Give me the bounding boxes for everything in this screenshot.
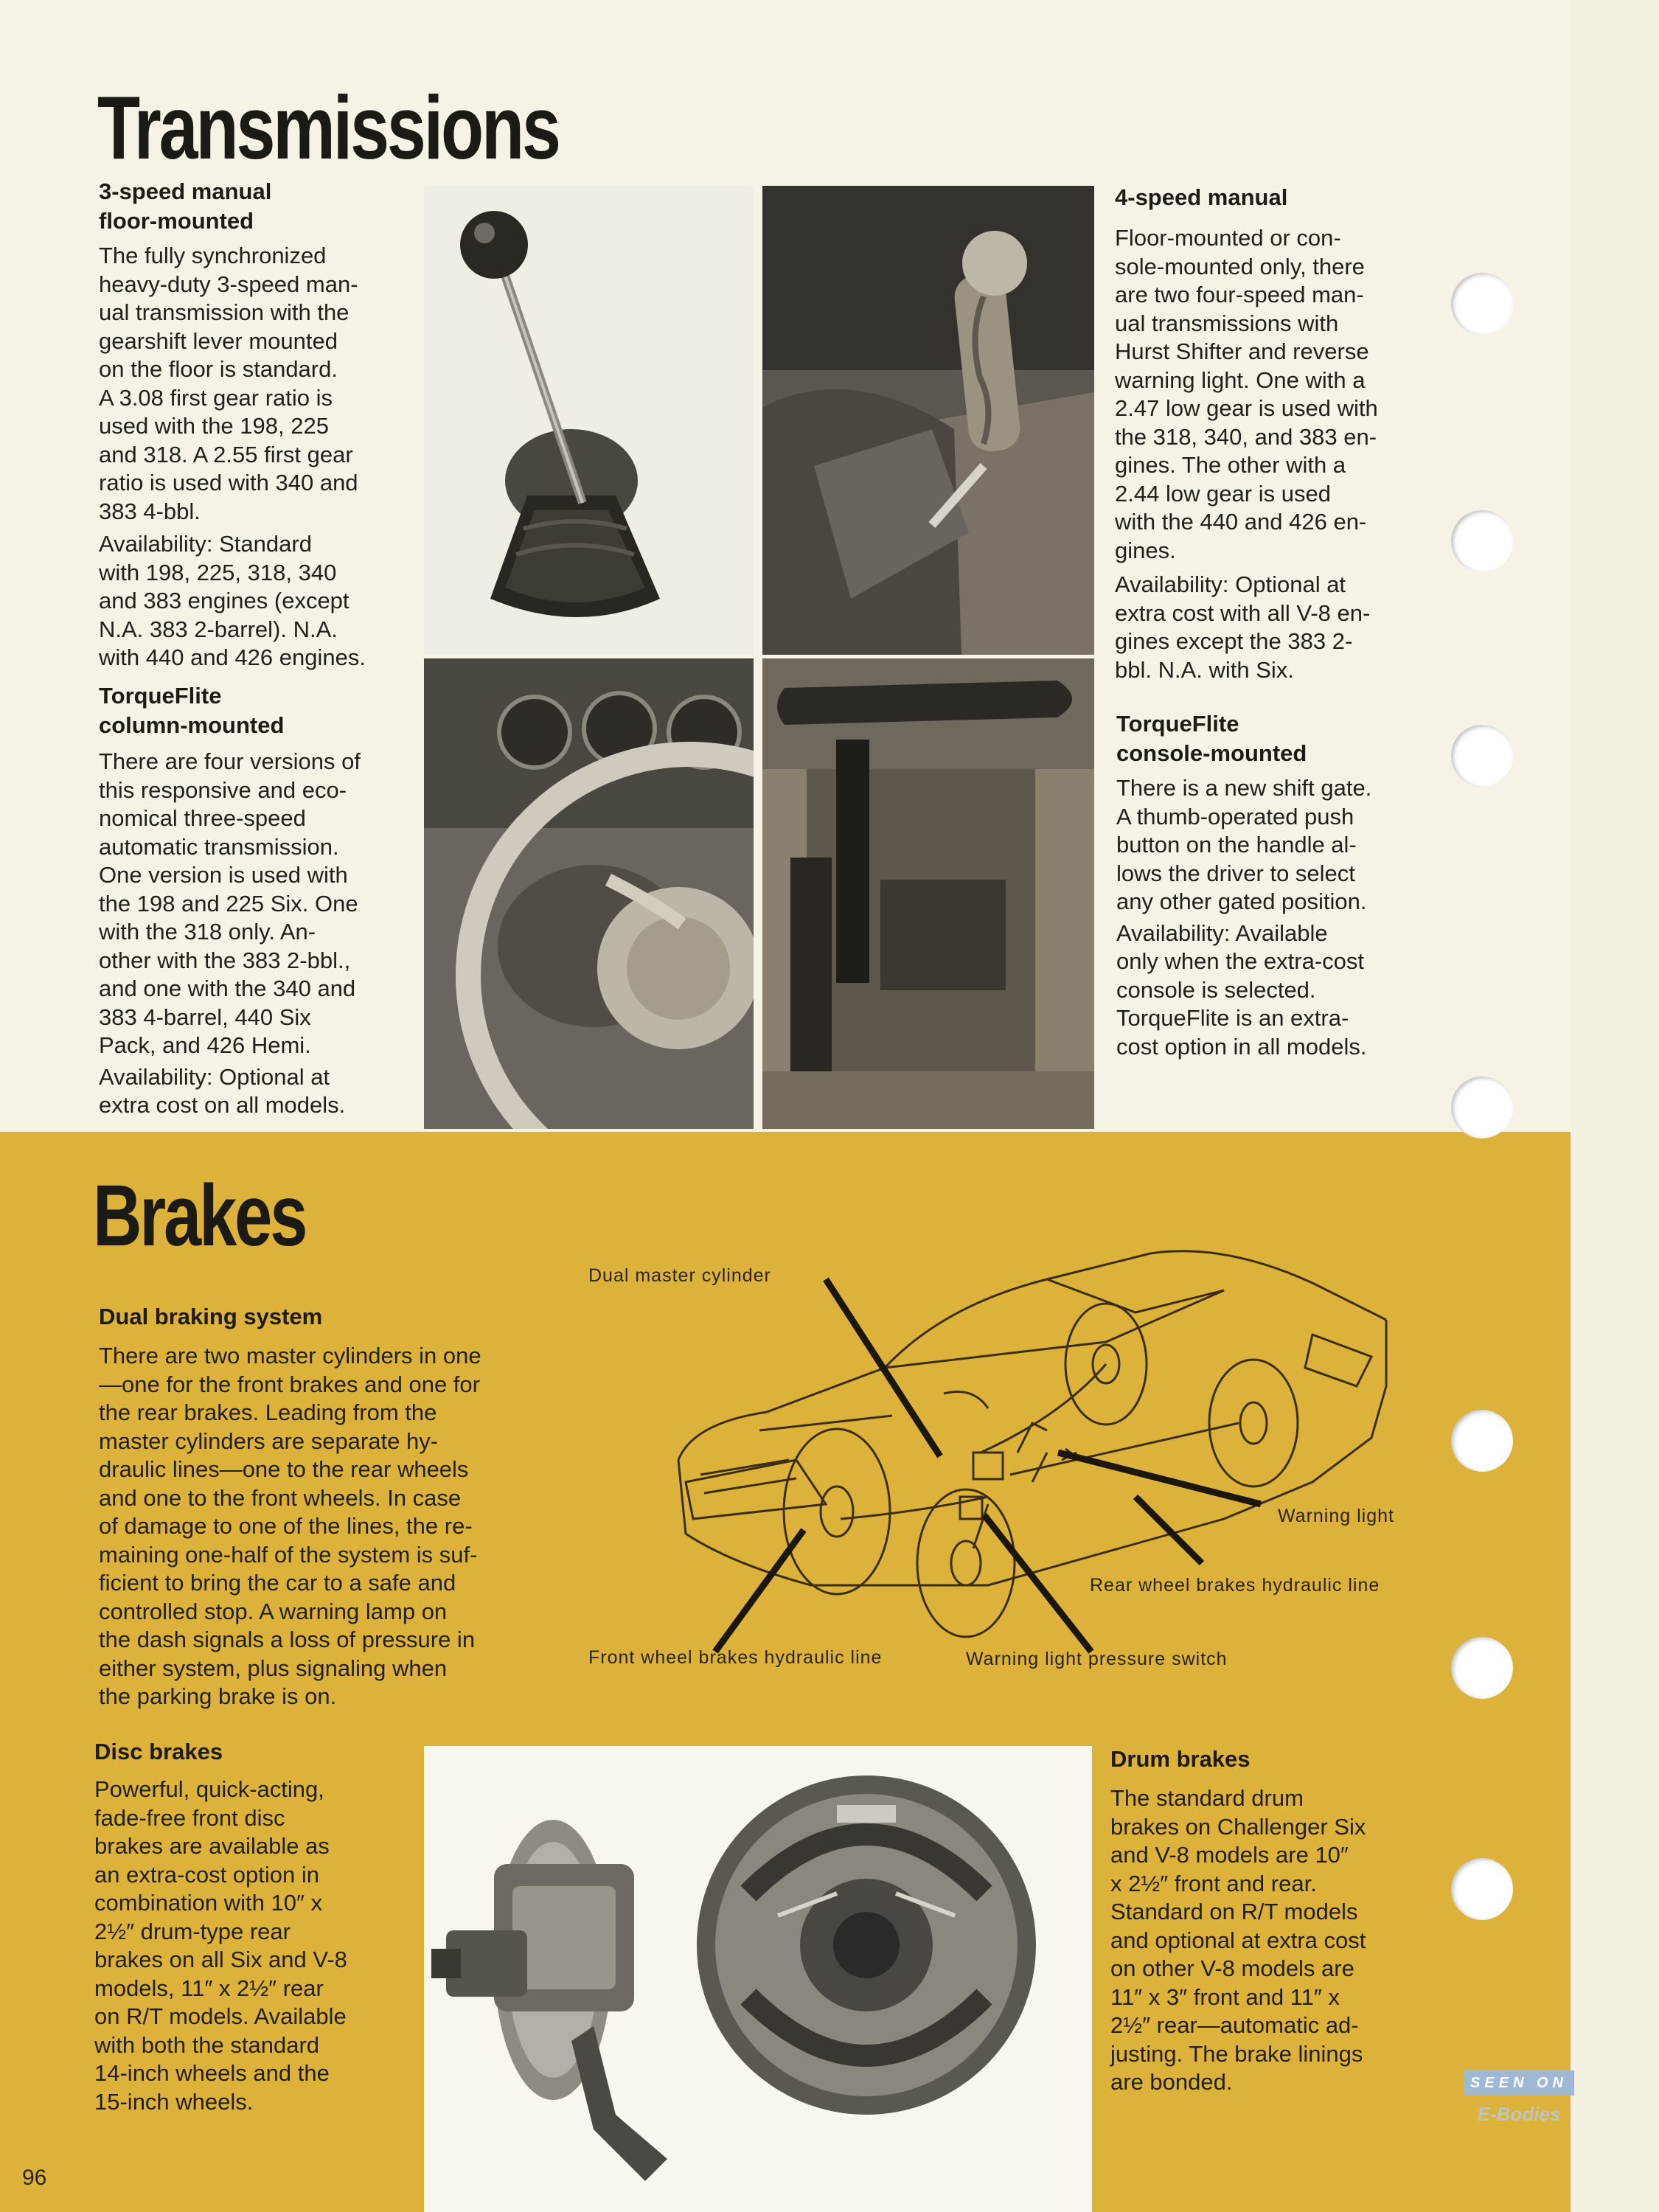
torqueflite-console-section bbox=[1116, 709, 1413, 1061]
transmissions-title: Transmissions bbox=[97, 77, 559, 178]
drum-brake-image bbox=[697, 1775, 1036, 2115]
three-speed-availability: Availability: Standard with 198, 225, 318, 340 and 383 engines (except N.A. 383 2-barrel). N.A. with 440 and 426 engines. bbox=[99, 531, 366, 670]
watermark-badge bbox=[1464, 2070, 1574, 2137]
four-speed-section bbox=[1115, 183, 1411, 684]
torqueflite-console-heading-2: console-mounted bbox=[1116, 740, 1307, 766]
four-speed-shifter-photo bbox=[762, 186, 1094, 655]
label-rear-line: Rear wheel brakes hydraulic line bbox=[1090, 1575, 1380, 1596]
disc-brake-image bbox=[431, 1820, 667, 2181]
label-pressure-switch: Warning light pressure switch bbox=[966, 1649, 1228, 1669]
brake-system-diagram bbox=[575, 1239, 1423, 1681]
disc-brakes-body: Powerful, quick-acting, fade-free front disc brakes are available as an extra-cost option in combination with 10″ x 2½″ drum-type rear brakes on all Six and V-8 models, 11″ x 2½″ rear on R/T models. Available with both the standard 14-inch wheels and the 15-inch wheels. bbox=[94, 1776, 347, 2115]
four-speed-availability: Availability: Optional at extra cost with all V-8 en- gines except the 383 2- bbl. N.A. with Six. bbox=[1115, 571, 1371, 683]
label-master-cylinder: Dual master cylinder bbox=[588, 1265, 771, 1286]
torqueflite-console-body: There is a new shift gate. A thumb-operated push button on the handle al- lows the driver to select any other gated position. bbox=[1116, 775, 1372, 914]
disc-brakes-section bbox=[94, 1737, 391, 2116]
steering-wheel-photo bbox=[424, 658, 754, 1129]
torqueflite-column-body: There are four versions of this responsive and eco- nomical three-speed automatic transmission. One version is used with the 198 and 225 Six. One with the 318 only. An- other with the 383 2-bbl., and one with the 340 and 383 4-barrel, 440 Six Pack, and 426 Hemi. bbox=[99, 748, 361, 1058]
punch-hole-4 bbox=[1451, 1077, 1513, 1138]
three-speed-heading-1: 3-speed manual bbox=[99, 178, 272, 204]
watermark-bottom: E-Bodies bbox=[1477, 2103, 1561, 2125]
disc-brakes-heading: Disc brakes bbox=[94, 1739, 223, 1764]
console-shifter-photo bbox=[762, 658, 1094, 1129]
page-number: 96 bbox=[22, 2166, 47, 2190]
three-speed-shifter-photo bbox=[424, 186, 754, 655]
label-front-line: Front wheel brakes hydraulic line bbox=[588, 1647, 883, 1668]
dual-braking-body: There are two master cylinders in one —one for the front brakes and one for the rear brakes. Leading from the master cylinders are separate hy- draulic lines—one to the rear wheels and one to the front wheels. In case of damage to one of the lines, the re- maining one-half of the system is suf- ficient to bring the car to a safe and controlled stop. A warning lamp on the dash signals a loss of pressure in either system, plus signaling when the parking brake is on. bbox=[99, 1343, 481, 1709]
punch-hole-5 bbox=[1451, 1410, 1513, 1472]
four-speed-heading: 4-speed manual bbox=[1115, 184, 1288, 210]
punch-hole-7 bbox=[1451, 1858, 1513, 1920]
torqueflite-column-heading-2: column-mounted bbox=[99, 712, 285, 738]
three-speed-body: The fully synchronized heavy-duty 3-speed man- ual transmission with the gearshift lever mounted on the floor is standard. A 3.08 first gear ratio is used with the 198, 225 and 318. A 2.55 first gear ratio is used with 340 and 383 4-bbl. bbox=[99, 243, 358, 524]
three-speed-heading-2: floor-mounted bbox=[99, 208, 254, 234]
drum-brakes-section bbox=[1110, 1745, 1409, 2097]
label-warning-light: Warning light bbox=[1278, 1506, 1394, 1526]
brake-parts-photo-box bbox=[424, 1746, 1092, 2212]
punch-hole-2 bbox=[1451, 510, 1513, 572]
torqueflite-column-heading-1: TorqueFlite bbox=[99, 683, 222, 709]
torqueflite-console-heading-1: TorqueFlite bbox=[1116, 711, 1239, 737]
drum-brakes-heading: Drum brakes bbox=[1110, 1746, 1251, 1772]
punch-hole-6 bbox=[1451, 1637, 1513, 1699]
dual-braking-heading: Dual braking system bbox=[99, 1304, 323, 1329]
torqueflite-console-availability: Availability: Available only when the extra-cost console is selected. TorqueFlite is an extra- cost option in all models. bbox=[1116, 919, 1367, 1060]
watermark-top: SEEN ON bbox=[1464, 2070, 1574, 2096]
punch-hole-3 bbox=[1451, 725, 1513, 787]
page-edge bbox=[1571, 0, 1659, 2212]
torqueflite-column-availability: Availability: Optional at extra cost on all models. bbox=[99, 1063, 346, 1118]
drum-brakes-body: The standard drum brakes on Challenger Six and V-8 models are 10″ x 2½″ front and rear. Standard on R/T models and optional at extra cost on other V-8 models are 11″ x 3″ front and 11″ x 2½″ rear—automatic ad- justing. The brake linings are bonded. bbox=[1110, 1785, 1366, 2095]
four-speed-body: Floor-mounted or con- sole-mounted only, there are two four-speed man- ual transmissions with Hurst Shifter and reverse warning light. One with a 2.47 low gear is used with the 318, 340, and 383 en- gines. The other with a 2.44 low gear is used with the 440 and 426 en- gines. bbox=[1115, 225, 1378, 563]
dual-braking-section bbox=[99, 1302, 541, 1711]
brakes-title: Brakes bbox=[93, 1167, 306, 1265]
punch-hole-1 bbox=[1451, 273, 1513, 335]
torqueflite-column-section bbox=[99, 681, 397, 1120]
three-speed-section bbox=[99, 177, 397, 672]
